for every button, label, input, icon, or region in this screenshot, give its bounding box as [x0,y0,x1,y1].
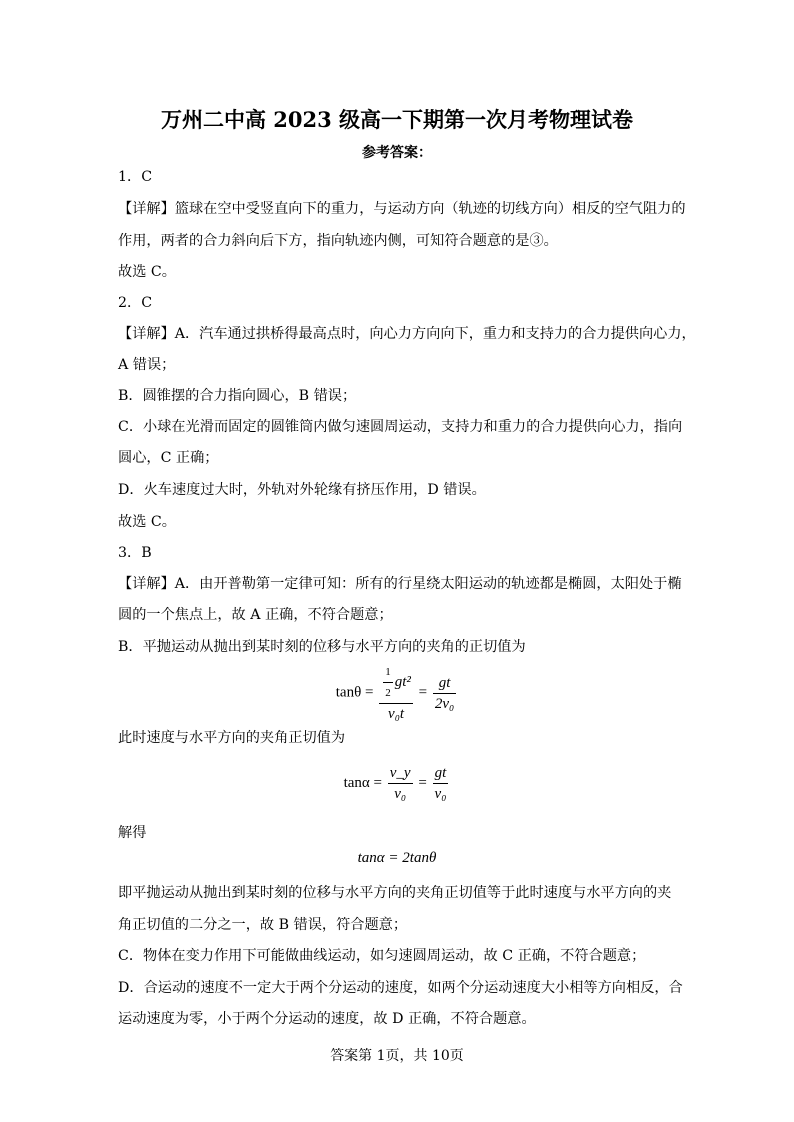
detail-3-line-8: C．物体在变力作用下可能做曲线运动，如匀速圆周运动，故 C 正确，不符合题意； [118,948,646,964]
page-title: 万州二中高 2023 级高一下期第一次月考物理试卷 [160,107,634,132]
answer-2: 2．C [118,295,153,311]
detail-3-line-10: 运动速度为零，小于两个分运动的速度，故 D 正确，不符合题意。 [118,1011,536,1027]
fraction-main: $\frac{1}{2}$ gt² v₀t [379,662,413,724]
equation-tan-alpha: tanα = $\frac{v\_y}{\text{v₀}}$ = $\frac{gt}{\text{v₀}}$ [343,765,447,802]
detail-2-line-5: 圆心，C 正确； [118,450,219,466]
detail-3-line-5: 解得 [118,825,147,841]
equation-tan-theta: tanθ = $\frac{1}{2}$ gt² v₀t = $\frac{gt}{\text{2v₀}}$ [0,662,794,724]
conclusion-1: 故选 C。 [118,264,176,280]
conclusion-2: 故选 C。 [118,514,176,530]
fraction-left: $\frac{v\_y}{\text{v₀}}$ [389,765,411,802]
equation-lhs: tanθ = [335,684,374,701]
detail-2-line-2: A 错误； [118,357,176,373]
fraction-half: $\frac{1}{2}$ [383,662,393,703]
detail-2-line-1: 【详解】A．汽车通过拱桥得最高点时，向心力方向向下，重力和支持力的合力提供向心力， [118,326,696,342]
answer-1: 1．C [118,169,153,185]
detail-3-line-2: 圆的一个焦点上，故 A 正确，不符合题意； [118,607,393,623]
fraction-right: $\frac{gt}{\text{v₀}}$ [434,765,447,802]
answer-key-heading: 参考答案： [362,145,432,161]
equation-lhs: tanα = [343,774,382,791]
detail-1-line-1: 【详解】篮球在空中受竖直向下的重力，与运动方向（轨迹的切线方向）相反的空气阻力的 [118,201,686,217]
detail-3-line-4: 此时速度与水平方向的夹角正切值为 [118,730,346,746]
detail-3-line-1: 【详解】A．由开普勒第一定律可知：所有的行星绕太阳运动的轨迹都是椭圆，太阳处于椭 [118,576,682,592]
detail-2-line-3: B．圆锥摆的合力指向圆心，B 错误； [118,388,357,404]
detail-3-line-3: B．平抛运动从抛出到某时刻的位移与水平方向的夹角的正切值为 [118,639,526,655]
detail-3-line-9: D．合运动的速度不一定大于两个分运动的速度，如两个分运动速度大小相等方向相反，合 [118,980,683,996]
equation-result: tanα = 2tanθ [357,850,437,866]
detail-2-line-6: D．火车速度过大时，外轨对外轮缘有挤压作用，D 错误。 [118,482,486,498]
detail-3-line-6: 即平抛运动从抛出到某时刻的位移与水平方向的夹角正切值等于此时速度与水平方向的夹 [118,885,672,901]
detail-2-line-4: C．小球在光滑而固定的圆锥筒内做匀速圆周运动，支持力和重力的合力提供向心力，指向 [118,419,683,435]
page-footer: 答案第 1页，共 10页 [330,1048,464,1064]
fraction-right: $\frac{gt}{\text{2v₀}}$ [434,674,455,712]
detail-1-line-2: 作用，两者的合力斜向后下方，指向轨迹内侧，可知符合题意的是③。 [118,233,558,249]
detail-3-line-7: 角正切值的二分之一，故 B 错误，符合题意； [118,917,408,933]
answer-3: 3．B [118,545,152,561]
